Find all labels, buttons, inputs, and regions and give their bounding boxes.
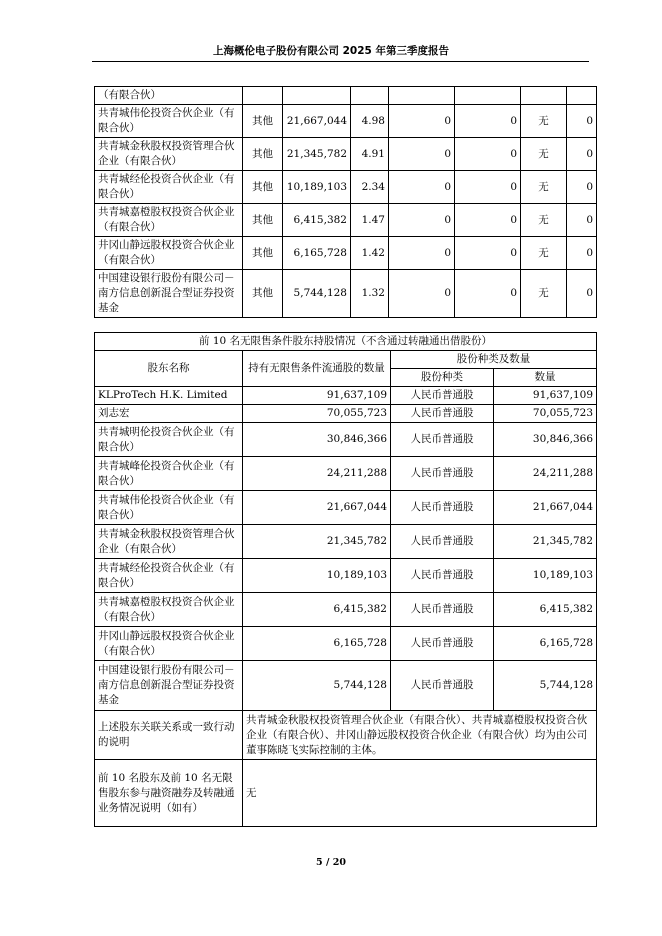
empty-cell (351, 87, 389, 105)
table-row (95, 387, 597, 405)
header-unrestricted-qty: 持有无限售条件流通股的数量 (243, 351, 391, 387)
shareholder-name-cell: 共青城明伦投资合伙企业（有限合伙） (95, 423, 243, 457)
margin-trading-text: 无 (243, 760, 597, 827)
share-amount-cell: 10,189,103 (494, 559, 597, 593)
table-row (95, 525, 597, 559)
shareholder-name-cell: 共青城伟伦投资合伙企业（有限合伙） (95, 105, 243, 138)
top10-unrestricted-shareholders-table (94, 332, 597, 827)
table-row (95, 627, 597, 661)
shares-held-cell: 21,667,044 (283, 105, 351, 138)
restricted-shares-cell: 0 (389, 138, 455, 171)
shareholder-nature-cell: 其他 (243, 138, 283, 171)
header-share-kind: 股份种类 (391, 369, 494, 387)
unrestricted-qty-cell: 70,055,723 (243, 405, 391, 423)
unrestricted-qty-cell: 24,211,288 (243, 457, 391, 491)
page-number: 5 / 20 (316, 857, 346, 868)
unrestricted-qty-cell: 6,415,382 (243, 593, 391, 627)
restricted-shares-cell: 0 (389, 105, 455, 138)
shareholder-name-cell: 井冈山静远股权投资合伙企业（有限合伙） (95, 627, 243, 661)
related-parties-label: 上述股东关联关系或一致行动的说明 (95, 711, 243, 760)
table-row (95, 405, 597, 423)
table-row (95, 270, 597, 318)
margin-trading-row (95, 760, 597, 827)
pledge-status-cell: 无 (521, 270, 567, 318)
share-amount-cell: 21,345,782 (494, 525, 597, 559)
shareholder-name-cell: 共青城嘉橙股权投资合伙企业（有限合伙） (95, 204, 243, 237)
section-title-row (95, 333, 597, 351)
section-title: 前 10 名无限售条件股东持股情况（不含通过转融通出借股份） (95, 333, 597, 351)
shareholder-name-cell: 共青城伟伦投资合伙企业（有限合伙） (95, 491, 243, 525)
top10-shareholders-table-continued (94, 86, 597, 318)
share-amount-cell: 5,744,128 (494, 661, 597, 711)
shareholder-name-cell: 中国建设银行股份有限公司－南方信息创新混合型证券投资基金 (95, 270, 243, 318)
pledge-status-cell: 无 (521, 171, 567, 204)
shareholder-name-cell: 井冈山静远股权投资合伙企业（有限合伙） (95, 237, 243, 270)
unrestricted-qty-cell: 30,846,366 (243, 423, 391, 457)
pledge-status-cell: 无 (521, 105, 567, 138)
shareholder-name-cell: 刘志宏 (95, 405, 243, 423)
shareholder-nature-cell: 其他 (243, 171, 283, 204)
pledge-qty-cell: 0 (567, 204, 597, 237)
empty-cell (283, 87, 351, 105)
table-row (95, 138, 597, 171)
margin-trading-label: 前 10 名股东及前 10 名无限售股东参与融资融券及转融通业务情况说明（如有） (95, 760, 243, 827)
shareholder-nature-cell: 其他 (243, 105, 283, 138)
including-lent-shares-cell: 0 (455, 105, 521, 138)
header-rule (92, 61, 589, 62)
share-kind-cell: 人民币普通股 (391, 525, 494, 559)
table-row (95, 237, 597, 270)
table-row (95, 559, 597, 593)
pledge-status-cell: 无 (521, 204, 567, 237)
header-share-amount: 数量 (494, 369, 597, 387)
shareholder-name-cell: 共青城峰伦投资合伙企业（有限合伙） (95, 457, 243, 491)
shareholder-name-cell: 共青城嘉橙股权投资合伙企业（有限合伙） (95, 593, 243, 627)
holding-ratio-cell: 2.34 (351, 171, 389, 204)
shareholder-name-cell: （有限合伙） (95, 87, 243, 105)
shareholder-name-cell: 中国建设银行股份有限公司－南方信息创新混合型证券投资基金 (95, 661, 243, 711)
table-row (95, 491, 597, 525)
share-kind-cell: 人民币普通股 (391, 661, 494, 711)
share-amount-cell: 21,667,044 (494, 491, 597, 525)
unrestricted-qty-cell: 5,744,128 (243, 661, 391, 711)
share-kind-cell: 人民币普通股 (391, 491, 494, 525)
share-kind-cell: 人民币普通股 (391, 457, 494, 491)
report-header-title: 上海概伦电子股份有限公司 2025 年第三季度报告 (212, 45, 450, 57)
holding-ratio-cell: 4.98 (351, 105, 389, 138)
share-amount-cell: 6,165,728 (494, 627, 597, 661)
holding-ratio-cell: 1.42 (351, 237, 389, 270)
shares-held-cell: 6,415,382 (283, 204, 351, 237)
related-parties-row (95, 711, 597, 760)
share-amount-cell: 91,637,109 (494, 387, 597, 405)
unrestricted-qty-cell: 21,345,782 (243, 525, 391, 559)
table-row (95, 457, 597, 491)
shareholder-name-cell: 共青城经伦投资合伙企业（有限合伙） (95, 171, 243, 204)
restricted-shares-cell: 0 (389, 237, 455, 270)
header-share-kind-group: 股份种类及数量 (391, 351, 597, 369)
holding-ratio-cell: 1.32 (351, 270, 389, 318)
shares-held-cell: 10,189,103 (283, 171, 351, 204)
table-row (95, 87, 597, 105)
share-kind-cell: 人民币普通股 (391, 423, 494, 457)
including-lent-shares-cell: 0 (455, 138, 521, 171)
share-amount-cell: 70,055,723 (494, 405, 597, 423)
restricted-shares-cell: 0 (389, 171, 455, 204)
empty-cell (243, 87, 283, 105)
shareholder-name-cell: 共青城经伦投资合伙企业（有限合伙） (95, 559, 243, 593)
share-kind-cell: 人民币普通股 (391, 405, 494, 423)
including-lent-shares-cell: 0 (455, 270, 521, 318)
share-kind-cell: 人民币普通股 (391, 559, 494, 593)
table-row (95, 105, 597, 138)
empty-cell (455, 87, 521, 105)
unrestricted-qty-cell: 91,637,109 (243, 387, 391, 405)
empty-cell (521, 87, 567, 105)
shares-held-cell: 5,744,128 (283, 270, 351, 318)
header-shareholder-name: 股东名称 (95, 351, 243, 387)
table-row (95, 593, 597, 627)
restricted-shares-cell: 0 (389, 204, 455, 237)
shareholder-name-cell: 共青城金秋股权投资管理合伙企业（有限合伙） (95, 525, 243, 559)
holding-ratio-cell: 1.47 (351, 204, 389, 237)
table-row (95, 171, 597, 204)
share-kind-cell: 人民币普通股 (391, 387, 494, 405)
pledge-qty-cell: 0 (567, 105, 597, 138)
pledge-status-cell: 无 (521, 237, 567, 270)
shares-held-cell: 6,165,728 (283, 237, 351, 270)
restricted-shares-cell: 0 (389, 270, 455, 318)
pledge-qty-cell: 0 (567, 138, 597, 171)
share-amount-cell: 6,415,382 (494, 593, 597, 627)
holding-ratio-cell: 4.91 (351, 138, 389, 171)
including-lent-shares-cell: 0 (455, 237, 521, 270)
pledge-qty-cell: 0 (567, 270, 597, 318)
share-kind-cell: 人民币普通股 (391, 593, 494, 627)
empty-cell (567, 87, 597, 105)
pledge-qty-cell: 0 (567, 171, 597, 204)
shares-held-cell: 21,345,782 (283, 138, 351, 171)
shareholder-nature-cell: 其他 (243, 270, 283, 318)
table-row (95, 423, 597, 457)
unrestricted-qty-cell: 6,165,728 (243, 627, 391, 661)
unrestricted-qty-cell: 21,667,044 (243, 491, 391, 525)
including-lent-shares-cell: 0 (455, 204, 521, 237)
share-kind-cell: 人民币普通股 (391, 627, 494, 661)
shareholder-name-cell: 共青城金秋股权投资管理合伙企业（有限合伙） (95, 138, 243, 171)
header-row (95, 351, 597, 369)
pledge-qty-cell: 0 (567, 237, 597, 270)
pledge-status-cell: 无 (521, 138, 567, 171)
empty-cell (389, 87, 455, 105)
shareholder-nature-cell: 其他 (243, 204, 283, 237)
table-row (95, 204, 597, 237)
share-amount-cell: 30,846,366 (494, 423, 597, 457)
shareholder-name-cell: KLProTech H.K. Limited (95, 387, 243, 405)
share-amount-cell: 24,211,288 (494, 457, 597, 491)
related-parties-text: 共青城金秋股权投资管理合伙企业（有限合伙）、共青城嘉橙股权投资合伙企业（有限合伙）、井冈山静远股权投资合伙企业（有限合伙）均为由公司董事陈晓飞实际控制的主体。 (243, 711, 597, 760)
table-row (95, 661, 597, 711)
shareholder-nature-cell: 其他 (243, 237, 283, 270)
including-lent-shares-cell: 0 (455, 171, 521, 204)
unrestricted-qty-cell: 10,189,103 (243, 559, 391, 593)
